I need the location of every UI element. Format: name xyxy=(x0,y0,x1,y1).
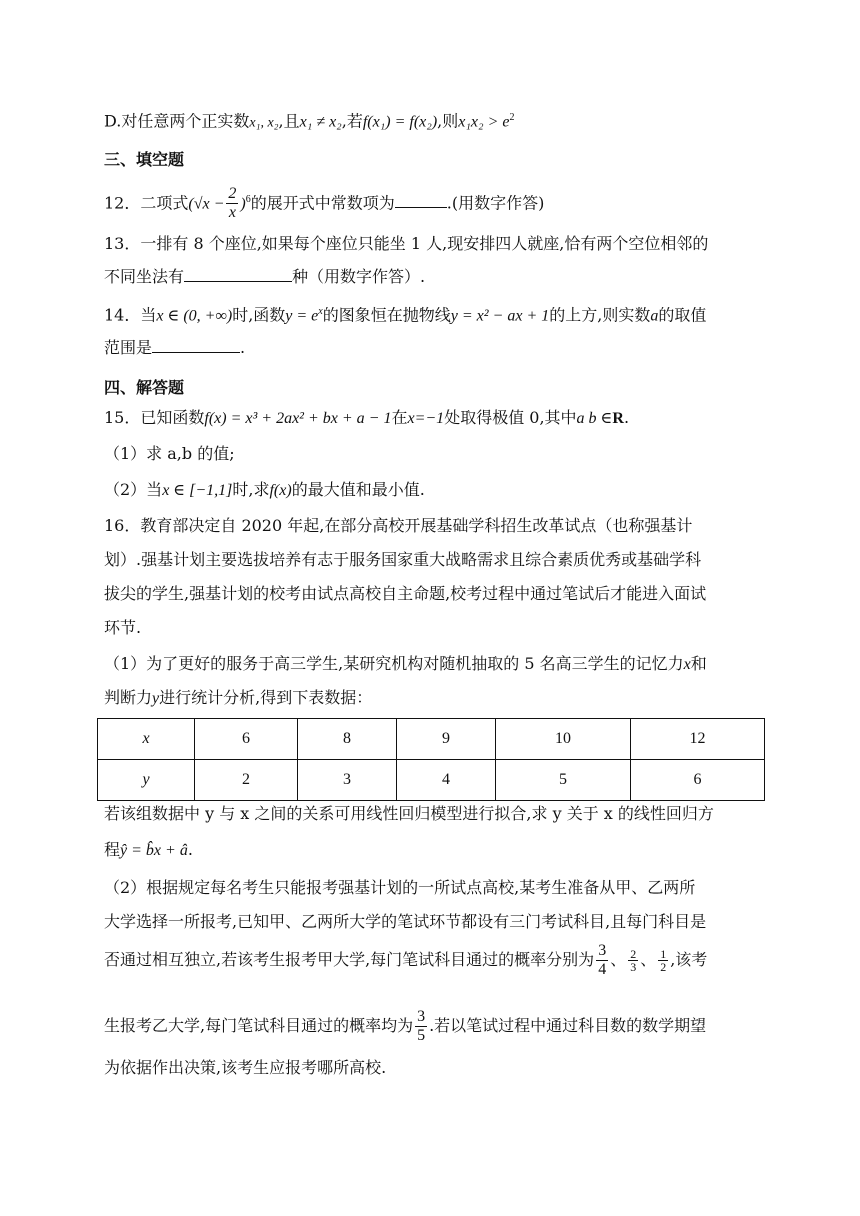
table-cell: x xyxy=(98,719,195,760)
q15-text: 的最大值和最小值. xyxy=(291,480,425,499)
fraction-numerator: 2 xyxy=(630,947,637,961)
option-d-text: ,则 xyxy=(437,111,459,131)
q15-math: a b ∈ xyxy=(576,410,613,427)
q14-text: 的图象恒在抛物线 xyxy=(322,305,451,325)
q15-math: x=−1 xyxy=(407,410,445,427)
q14-math: y = e xyxy=(285,307,319,325)
q12-prefix: 12．二项式 xyxy=(104,193,189,213)
fraction-numerator: 3 xyxy=(417,1008,426,1025)
q16-text: 否通过相互独立,若该考生报考甲大学,每门笔试科目通过的概率分别为 xyxy=(104,950,595,969)
q12-text: 的展开式中常数项为 xyxy=(250,193,395,213)
table-row xyxy=(98,760,765,801)
probability-fraction xyxy=(415,1008,427,1045)
q16-text: ,该考 xyxy=(670,950,708,969)
q15-text: （2）当 xyxy=(104,480,163,499)
q14-text: 时,函数 xyxy=(232,305,286,325)
q14-text: 范围是 xyxy=(104,338,153,357)
regression-equation: ŷ = b̂x + â xyxy=(120,842,188,859)
q14-text: 的取值 xyxy=(658,305,707,325)
table-cell: 5 xyxy=(496,760,631,801)
q14-math: a xyxy=(650,307,659,325)
question-15-part-2 xyxy=(104,478,425,503)
table-cell: 10 xyxy=(496,719,631,760)
option-d-vars: x₁, x₂ xyxy=(249,115,279,131)
probability-fraction xyxy=(658,948,668,973)
q16-text: 生报考乙大学,每门笔试科目通过的概率均为 xyxy=(104,1016,414,1035)
table-cell: 4 xyxy=(397,760,496,801)
q16-math: y xyxy=(152,690,160,707)
fraction-numerator: 3 xyxy=(598,942,607,959)
table-cell: 12 xyxy=(631,719,765,760)
q15-math: x ∈ [−1,1] xyxy=(162,482,233,499)
question-12 xyxy=(104,180,544,224)
q14-text: 的上方,则实数 xyxy=(549,305,651,325)
fraction-numerator: 1 xyxy=(660,947,667,961)
q14-math: x ∈ (0, +∞) xyxy=(156,307,233,325)
question-16-intro-2: 划）.强基计划主要选拔培养有志于服务国家重大战略需求且综合素质优秀或基础学科 xyxy=(104,550,702,569)
question-16-part-2-line-1: （2）根据规定每名考生只能报考强基计划的一所试点高校,某考生准备从甲、乙两所 xyxy=(104,878,696,897)
q12-suffix: .(用数字作答) xyxy=(446,193,545,213)
table-cell: 8 xyxy=(298,719,397,760)
question-16-part-1-line-2 xyxy=(104,686,372,711)
question-16-after-table-line-2 xyxy=(104,838,193,863)
q15-text: 时,求 xyxy=(232,480,270,499)
question-13-line-2 xyxy=(104,265,425,289)
q16-separator: 、 xyxy=(640,950,657,969)
q14-text: . xyxy=(240,338,246,357)
answer-blank[interactable] xyxy=(395,191,447,208)
table-cell: 6 xyxy=(195,719,298,760)
table-cell: 2 xyxy=(195,760,298,801)
option-d: D.对任意两个正实数x₁, x₂,且x₁ ≠ x₂,若f(x₁) = f(x₂),则$x_1x_2 > e^2$ xyxy=(104,111,515,131)
question-16-part-2-line-3 xyxy=(104,938,707,982)
data-table xyxy=(97,718,765,801)
q13-text: 不同坐法有 xyxy=(104,267,185,286)
answer-blank[interactable] xyxy=(184,265,292,282)
q13-text: 种（用数字作答）. xyxy=(292,267,426,286)
q15-math: f(x) xyxy=(269,482,292,499)
question-16-intro-3: 拔尖的学生,强基计划的校考由试点高校自主命题,校考过程中通过笔试后才能进入面试 xyxy=(104,584,707,603)
table-cell: 3 xyxy=(298,760,397,801)
q16-text: .若以笔试过程中通过科目数的数学期望 xyxy=(429,1016,707,1035)
q16-text: 和 xyxy=(690,654,707,673)
q14-exponent: x xyxy=(318,306,323,317)
q15-math: R xyxy=(612,410,624,427)
question-16-intro-4: 环节. xyxy=(104,618,142,637)
question-15-part-1: （1）求 a,b 的值; xyxy=(104,444,235,463)
q15-math: f(x) = x³ + 2ax² + bx + a − 1 xyxy=(204,410,392,427)
question-16-part-1 xyxy=(104,652,707,677)
question-14-line-2 xyxy=(104,336,245,360)
probability-fraction xyxy=(628,948,638,973)
section-title: 四、解答题 xyxy=(104,378,185,397)
option-d-condition: f(x₁) = f(x₂) xyxy=(362,113,438,131)
q15-text: 处取得极值 0,其中 xyxy=(444,408,577,427)
question-16-part-2-line-2: 大学选择一所报考,已知甲、乙两所大学的笔试环节都设有三门考试科目,且每门科目是 xyxy=(104,912,707,931)
question-13-line-1: 13．一排有 8 个座位,如果每个座位只能坐 1 人,现安排四人就座,恰有两个空位相邻的 xyxy=(104,234,709,253)
q15-text: 15．已知函数 xyxy=(104,408,205,427)
q16-text: （1）为了更好的服务于高三学生,某研究机构对随机抽取的 5 名高三学生的记忆力 xyxy=(104,654,684,673)
q16-separator: 、 xyxy=(610,950,627,969)
q16-math: x xyxy=(683,656,691,673)
q12-fraction xyxy=(226,185,238,222)
fraction-numerator: 2 xyxy=(228,185,237,203)
q14-math: y = x² − ax + 1 xyxy=(450,307,550,325)
q16-text: . xyxy=(187,840,193,859)
table-cell: 9 xyxy=(397,719,496,760)
question-16-part-2-line-4 xyxy=(104,1004,706,1048)
q14-text: 14．当 xyxy=(104,305,157,325)
question-16-intro-1: 16．教育部决定自 2020 年起,在部分高校开展基础学科招生改革试点（也称强基计 xyxy=(104,516,693,535)
fraction-denominator: 3 xyxy=(630,960,637,974)
option-d-condition: x₁ ≠ x₂ xyxy=(299,113,342,131)
option-d-text: ,若 xyxy=(341,111,363,131)
probability-fraction xyxy=(596,942,608,979)
q12-expression: (√x − xyxy=(188,195,225,213)
q15-text: 在 xyxy=(391,408,408,427)
q12-exponent: 6 xyxy=(245,194,251,205)
table-row xyxy=(98,719,765,760)
fraction-denominator: x xyxy=(228,204,236,222)
fraction-denominator: 5 xyxy=(417,1027,426,1044)
q16-text: 程 xyxy=(104,840,121,859)
q15-text: . xyxy=(623,408,630,427)
option-d-conclusion: x₁x₂ > e xyxy=(458,113,510,131)
section-title: 三、填空题 xyxy=(104,150,185,169)
option-d-text: ,且 xyxy=(278,111,300,131)
answer-blank[interactable] xyxy=(152,336,240,353)
table-cell: y xyxy=(98,760,195,801)
question-16-part-2-line-5: 为依据作出决策,该考生应报考哪所高校. xyxy=(104,1058,387,1077)
question-14-line-1 xyxy=(104,300,706,328)
question-15 xyxy=(104,406,629,431)
q12-expression: ) xyxy=(240,195,246,213)
fraction-denominator: 4 xyxy=(598,961,607,978)
q16-text: 判断力 xyxy=(104,688,153,707)
q16-text: 进行统计分析,得到下表数据： xyxy=(159,688,373,707)
option-d-prefix: D.对任意两个正实数 xyxy=(104,111,250,131)
fraction-denominator: 2 xyxy=(660,960,667,974)
table-cell: 6 xyxy=(631,760,765,801)
question-16-after-table: 若该组数据中 y 与 x 之间的关系可用线性回归模型进行拟合,求 y 关于 x 的线性回归方 xyxy=(104,804,714,823)
